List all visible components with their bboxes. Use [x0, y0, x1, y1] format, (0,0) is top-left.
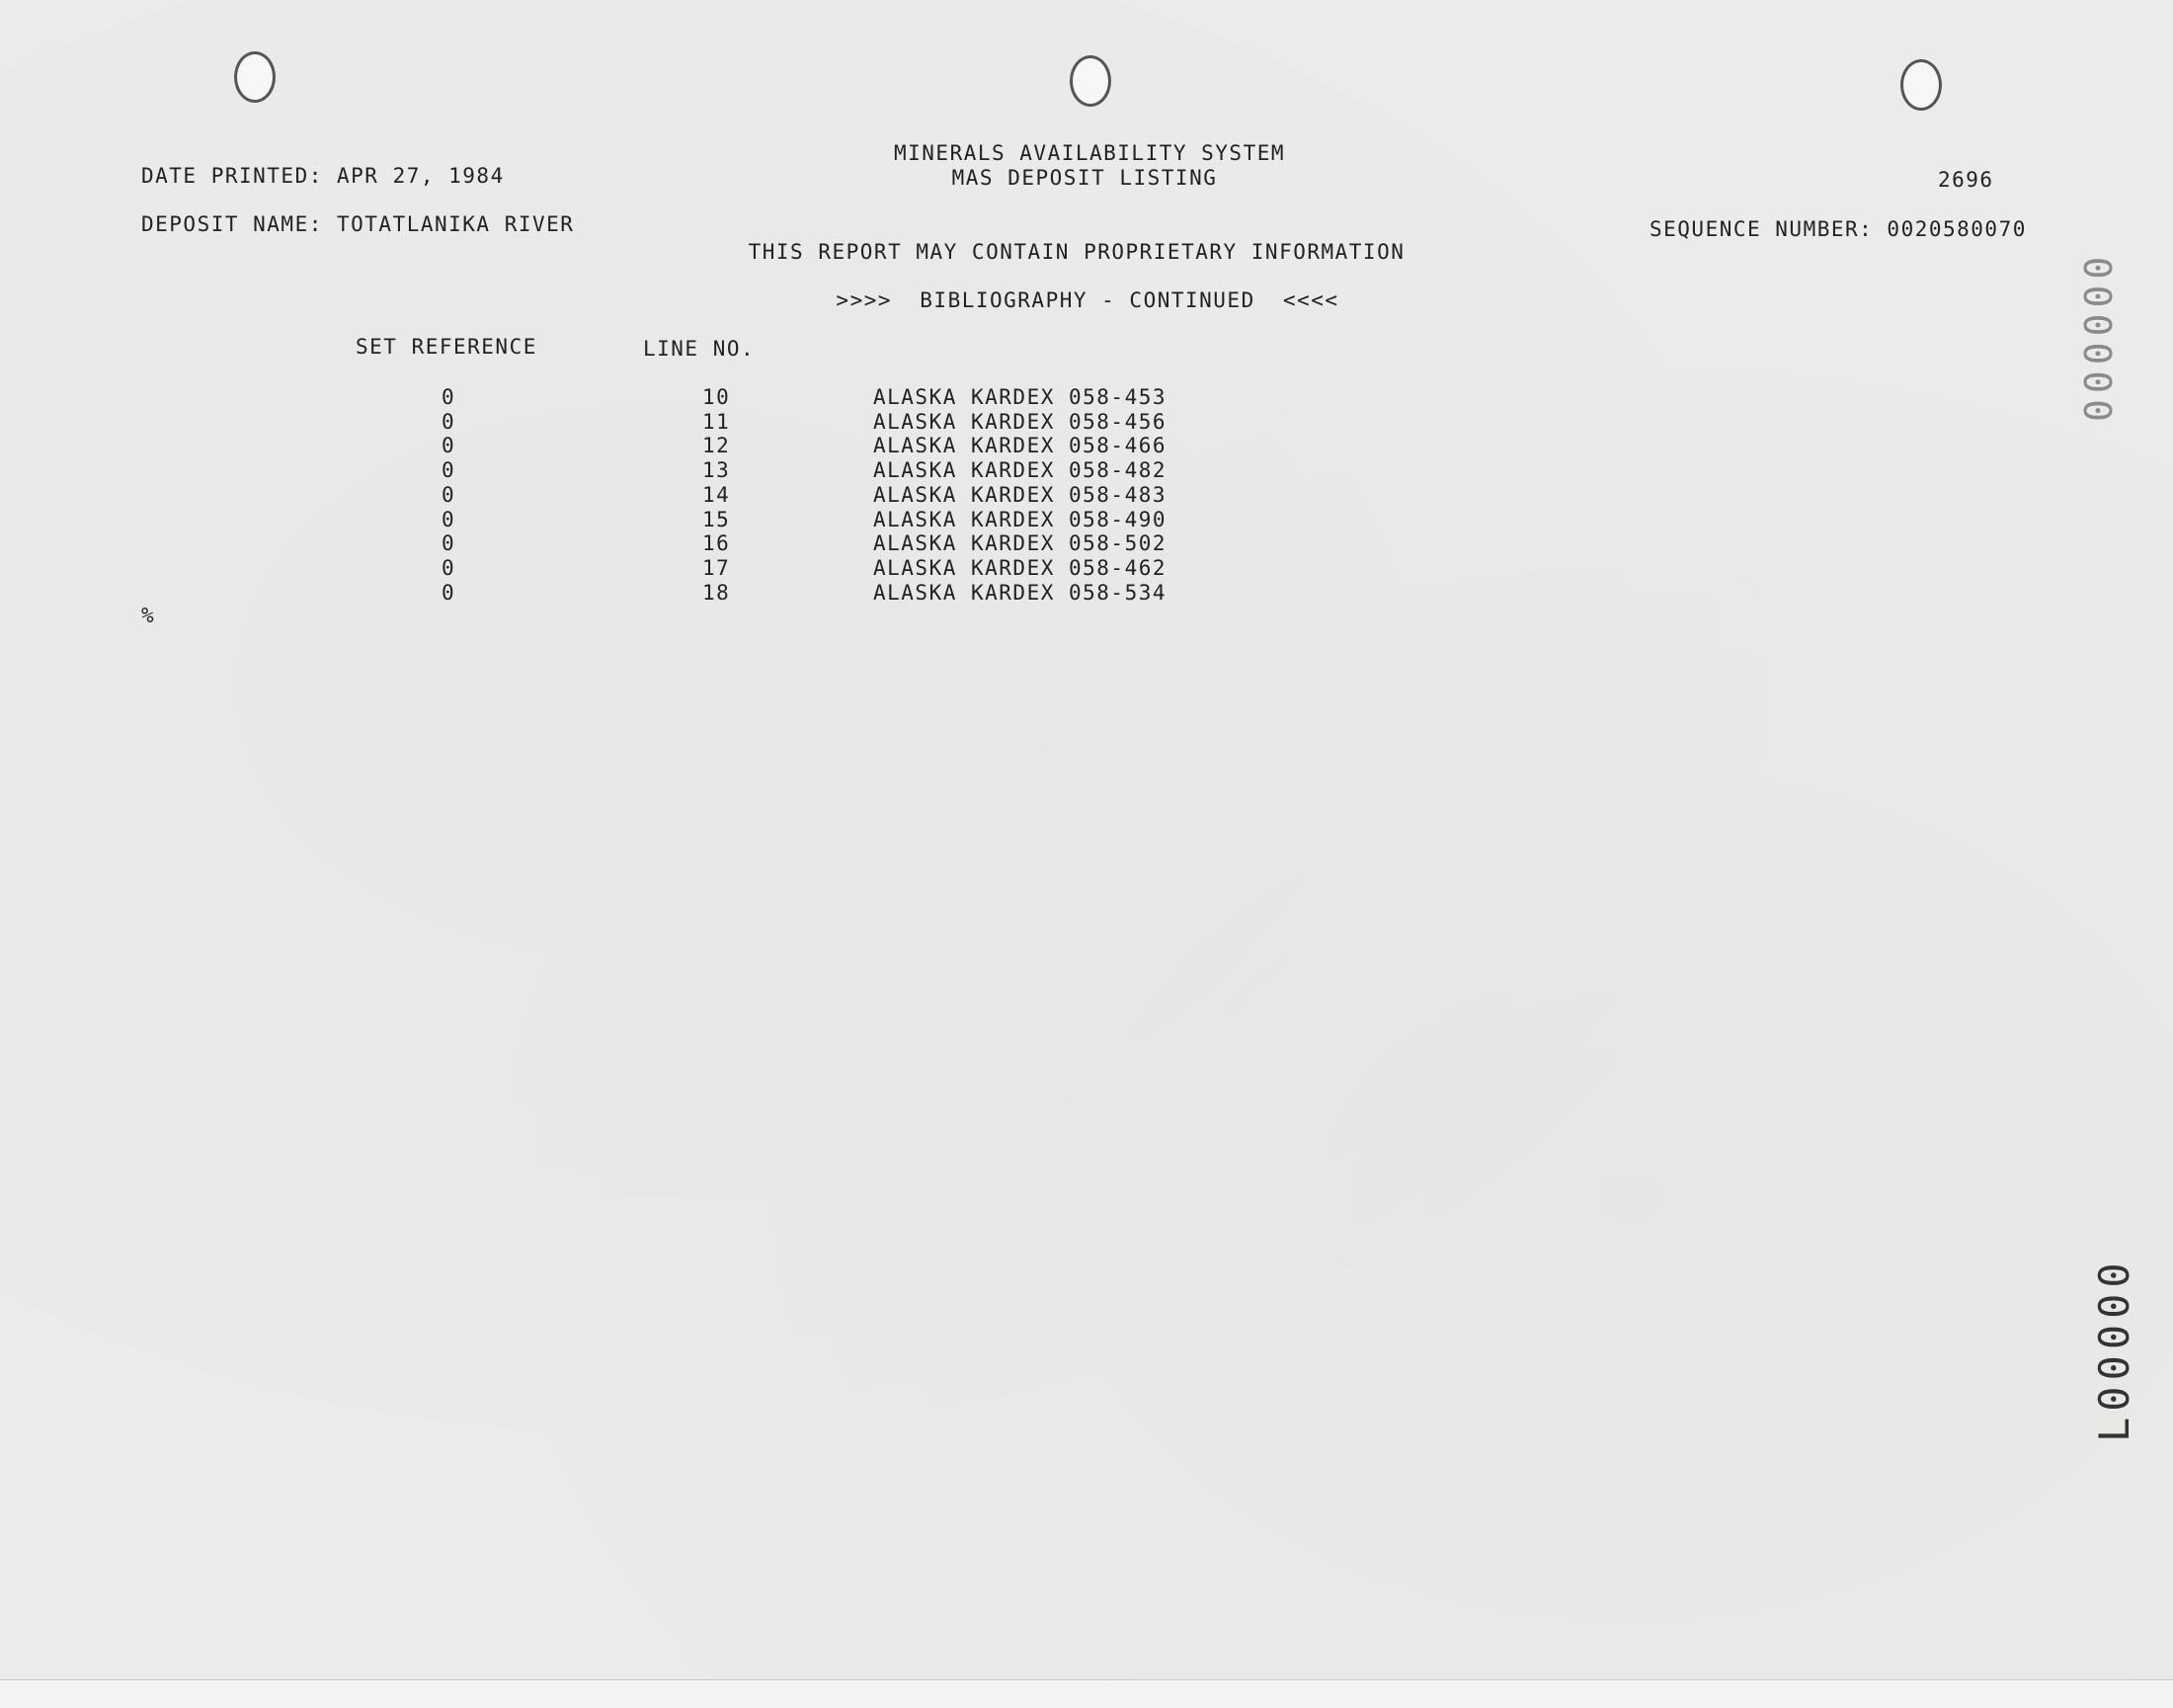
line-no-cell: 11 [702, 409, 731, 434]
section-title: >>>> BIBLIOGRAPHY - CONTINUED <<<< [836, 288, 1339, 312]
set-reference-cell: 0 [442, 482, 456, 507]
margin-stamp-lower: L00000 [2090, 1257, 2138, 1442]
table-row [0, 385, 2173, 409]
table-row [0, 581, 2173, 605]
reference-text-cell: ALASKA KARDEX 058-462 [873, 555, 1167, 580]
set-reference-cell: 0 [442, 555, 456, 580]
table-row [0, 531, 2173, 555]
set-reference-cell: 0 [442, 580, 456, 605]
line-no-cell: 12 [702, 434, 731, 458]
sequence-number: SEQUENCE NUMBER: 0020580070 [1650, 217, 2027, 241]
date-printed: DATE PRINTED: APR 27, 1984 [141, 164, 505, 188]
system-title: MINERALS AVAILABILITY SYSTEM [893, 141, 1286, 165]
line-no-cell: 14 [702, 482, 731, 507]
line-no-cell: 16 [702, 531, 731, 556]
proprietary-notice: THIS REPORT MAY CONTAIN PROPRIETARY INFORMATION [748, 240, 1406, 264]
set-reference-cell: 0 [442, 385, 456, 409]
set-reference-cell: 0 [442, 409, 456, 434]
punch-hole-center [1070, 55, 1111, 107]
punch-hole-right [1900, 59, 1942, 111]
table-row [0, 410, 2173, 434]
column-header-line-no: LINE NO. [643, 337, 756, 361]
reference-text-cell: ALASKA KARDEX 058-483 [873, 482, 1167, 507]
reference-text-cell: ALASKA KARDEX 058-453 [873, 385, 1167, 409]
reference-text-cell: ALASKA KARDEX 058-490 [873, 507, 1167, 531]
margin-stamp-upper: 000000 [2077, 250, 2121, 422]
line-no-cell: 18 [702, 580, 731, 605]
reference-text-cell: ALASKA KARDEX 058-456 [873, 409, 1167, 434]
reference-text-cell: ALASKA KARDEX 058-466 [873, 434, 1167, 458]
reference-text-cell: ALASKA KARDEX 058-534 [873, 580, 1167, 605]
line-no-cell: 10 [702, 385, 731, 409]
deposit-name: DEPOSIT NAME: TOTATLANIKA RIVER [141, 212, 575, 236]
punch-hole-left [234, 51, 276, 103]
page-number: 2696 [1938, 168, 1994, 192]
table-row [0, 434, 2173, 457]
table-row [0, 508, 2173, 531]
end-marker: % [141, 604, 156, 627]
reference-text-cell: ALASKA KARDEX 058-502 [873, 531, 1167, 556]
page-bottom-edge [0, 1679, 2173, 1708]
table-row [0, 483, 2173, 507]
set-reference-cell: 0 [442, 507, 456, 531]
reference-text-cell: ALASKA KARDEX 058-482 [873, 458, 1167, 483]
set-reference-cell: 0 [442, 458, 456, 483]
line-no-cell: 17 [702, 555, 731, 580]
line-no-cell: 13 [702, 458, 731, 483]
column-header-set-reference: SET REFERENCE [356, 335, 537, 359]
table-row [0, 458, 2173, 482]
table-row [0, 556, 2173, 580]
line-no-cell: 15 [702, 507, 731, 531]
set-reference-cell: 0 [442, 434, 456, 458]
listing-title: MAS DEPOSIT LISTING [951, 166, 1218, 190]
set-reference-cell: 0 [442, 531, 456, 556]
